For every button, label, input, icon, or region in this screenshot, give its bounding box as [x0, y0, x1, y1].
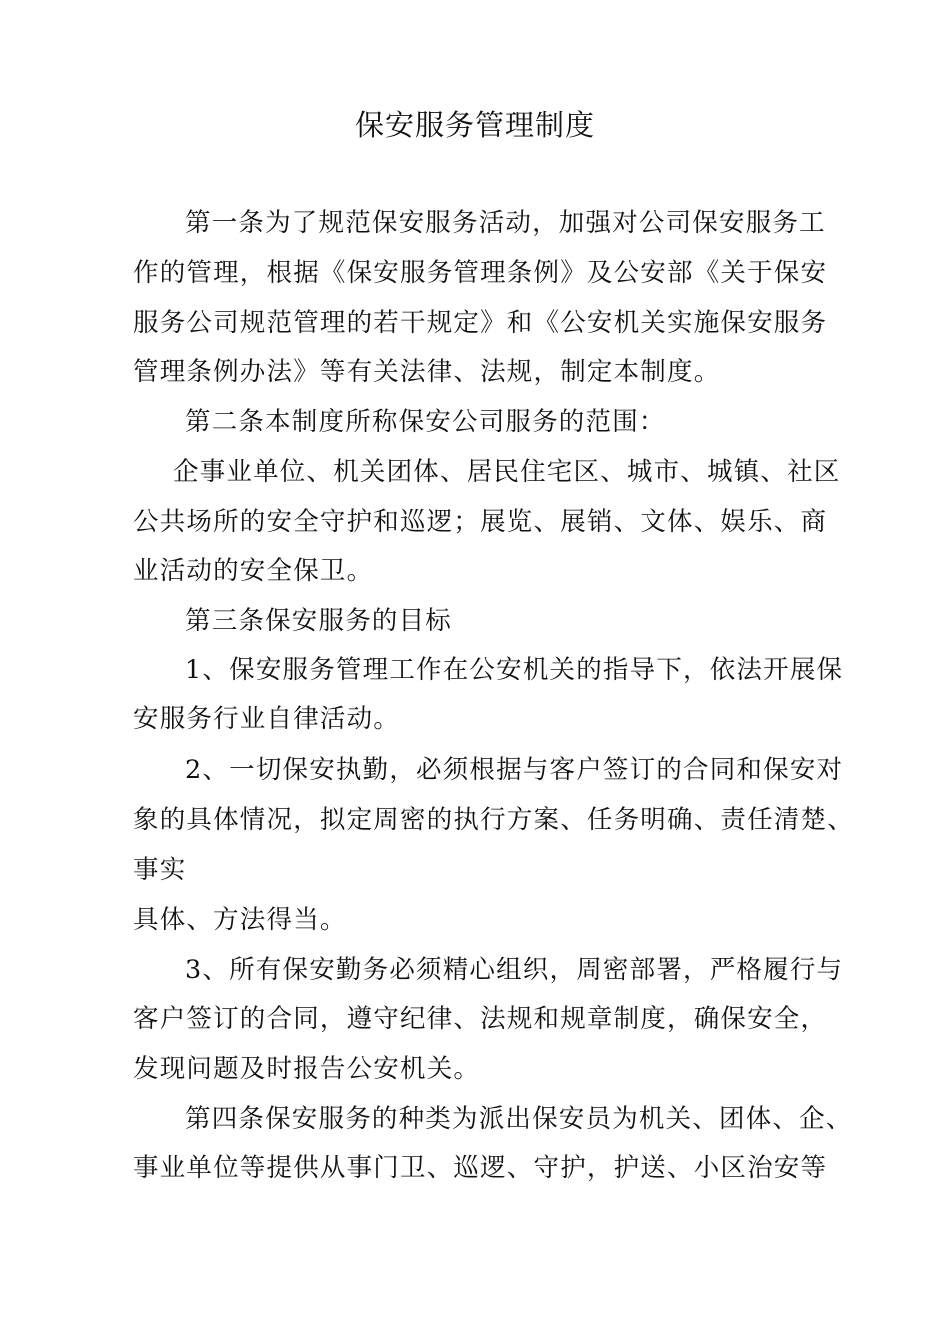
item-2-line-2: 象的具体情况，拟定周密的执行方案、任务明确、责任清楚、 — [133, 805, 854, 835]
item-1-line-2: 安服务行业自律活动。 — [133, 704, 401, 734]
item-2-line-4: 具体、方法得当。 — [133, 905, 347, 935]
item-3-line-1: 3、所有保安勤务必须精心组织，周密部署，严格履行与 — [185, 955, 844, 985]
article-1-line-3: 服务公司规范管理的若干规定》和《公安机关实施保安服务 — [133, 308, 828, 338]
article-4-line-2: 事业单位等提供从事门卫、巡逻、守护，护送、小区治安等 — [133, 1153, 828, 1183]
article-4-line-1: 第四条保安服务的种类为派出保安员为机关、团体、企、 — [185, 1104, 853, 1134]
article-2-line-2: 公共场所的安全守护和巡逻；展览、展销、文体、娱乐、商 — [133, 507, 828, 537]
article-2-heading: 第二条本制度所称保安公司服务的范围： — [185, 407, 666, 437]
item-2-line-3: 事实 — [133, 855, 187, 885]
item-2-line-1: 2、一切保安执勤，必须根据与客户签订的合同和保安对 — [185, 755, 844, 785]
item-3-line-2: 客户签订的合同，遵守纪律、法规和规章制度，确保安全， — [133, 1004, 828, 1034]
article-2-line-1: 企事业单位、机关团体、居民住宅区、城市、城镇、社区 — [173, 457, 841, 487]
article-1-line-1: 第一条为了规范保安服务活动，加强对公司保安服务工 — [185, 208, 826, 238]
item-3-line-3: 发现问题及时报告公安机关。 — [133, 1054, 481, 1084]
document-title: 保安服务管理制度 — [354, 108, 595, 142]
article-2-line-3: 业活动的安全保卫。 — [133, 556, 374, 586]
article-3-heading: 第三条保安服务的目标 — [185, 606, 453, 636]
article-1-line-4: 管理条例办法》等有关法律、法规，制定本制度。 — [133, 357, 721, 387]
article-1-line-2: 作的管理，根据《保安服务管理条例》及公安部《关于保安 — [133, 258, 828, 288]
item-1-line-1: 1、保安服务管理工作在公安机关的指导下，依法开展保 — [185, 655, 844, 685]
